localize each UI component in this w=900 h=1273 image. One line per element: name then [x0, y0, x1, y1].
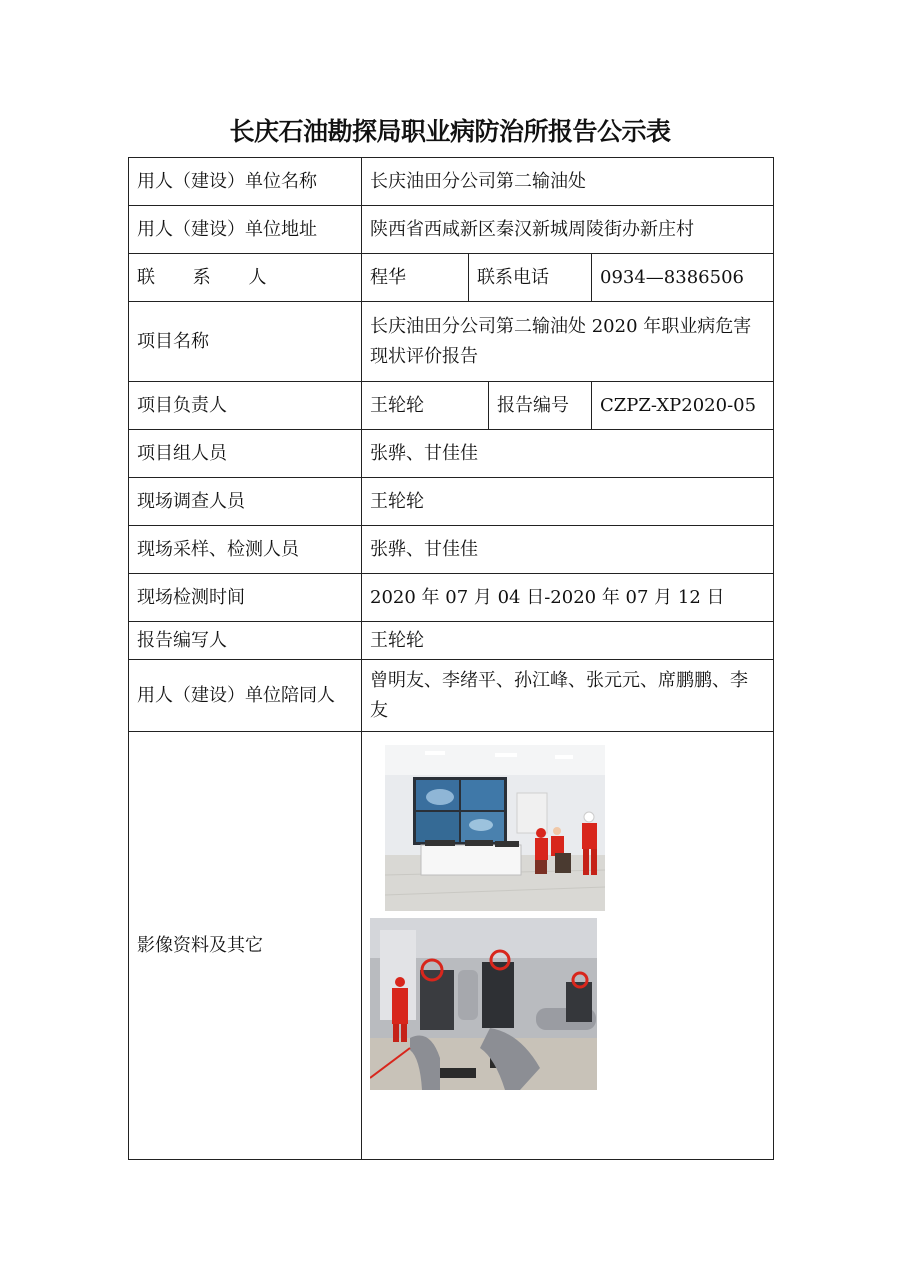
unit-name-value: 长庆油田分公司第二输油处	[362, 158, 774, 206]
contact-value: 程华	[362, 254, 469, 302]
test-time-label: 现场检测时间	[129, 574, 362, 622]
table-row	[129, 302, 774, 382]
pump-room-photo	[370, 918, 597, 1090]
test-time-value: 2020 年 07 月 04 日-2020 年 07 月 12 日	[362, 574, 774, 622]
control-room-photo	[385, 745, 605, 911]
author-label: 报告编写人	[129, 622, 362, 660]
project-name-label: 项目名称	[129, 302, 362, 382]
table-row	[129, 574, 774, 622]
accompany-value: 曾明友、李绪平、孙江峰、张元元、席鹏鹏、李友	[362, 660, 774, 732]
survey-label: 现场调查人员	[129, 478, 362, 526]
sampling-label: 现场采样、检测人员	[129, 526, 362, 574]
report-table	[128, 157, 774, 1160]
sampling-value: 张骅、甘佳佳	[362, 526, 774, 574]
accompany-label: 用人（建设）单位陪同人	[129, 660, 362, 732]
phone-label: 联系电话	[469, 254, 592, 302]
images-label: 影像资料及其它	[129, 732, 362, 1160]
table-row	[129, 430, 774, 478]
table-row	[129, 254, 774, 302]
document-title: 长庆石油勘探局职业病防治所报告公示表	[229, 117, 671, 146]
report-no-label: 报告编号	[489, 382, 592, 430]
author-value: 王轮轮	[362, 622, 774, 660]
table-row	[129, 660, 774, 732]
table-row	[129, 382, 774, 430]
unit-address-label: 用人（建设）单位地址	[129, 206, 362, 254]
table-row	[129, 526, 774, 574]
table-row	[129, 206, 774, 254]
images-cell	[362, 732, 774, 1160]
unit-name-label: 用人（建设）单位名称	[129, 158, 362, 206]
photo-area	[362, 732, 773, 1158]
table-row	[129, 158, 774, 206]
table-row	[129, 622, 774, 660]
contact-label: 联 系 人	[129, 254, 362, 302]
survey-value: 王轮轮	[362, 478, 774, 526]
table-row	[129, 478, 774, 526]
team-value: 张骅、甘佳佳	[362, 430, 774, 478]
unit-address-value: 陕西省西咸新区秦汉新城周陵街办新庄村	[362, 206, 774, 254]
project-lead-value: 王轮轮	[362, 382, 489, 430]
phone-value: 0934—8386506	[592, 254, 774, 302]
report-no-value: CZPZ-XP2020-05	[592, 382, 774, 430]
project-lead-label: 项目负责人	[129, 382, 362, 430]
project-name-value: 长庆油田分公司第二输油处 2020 年职业病危害现状评价报告	[362, 302, 774, 382]
team-label: 项目组人员	[129, 430, 362, 478]
table-row	[129, 732, 774, 1160]
